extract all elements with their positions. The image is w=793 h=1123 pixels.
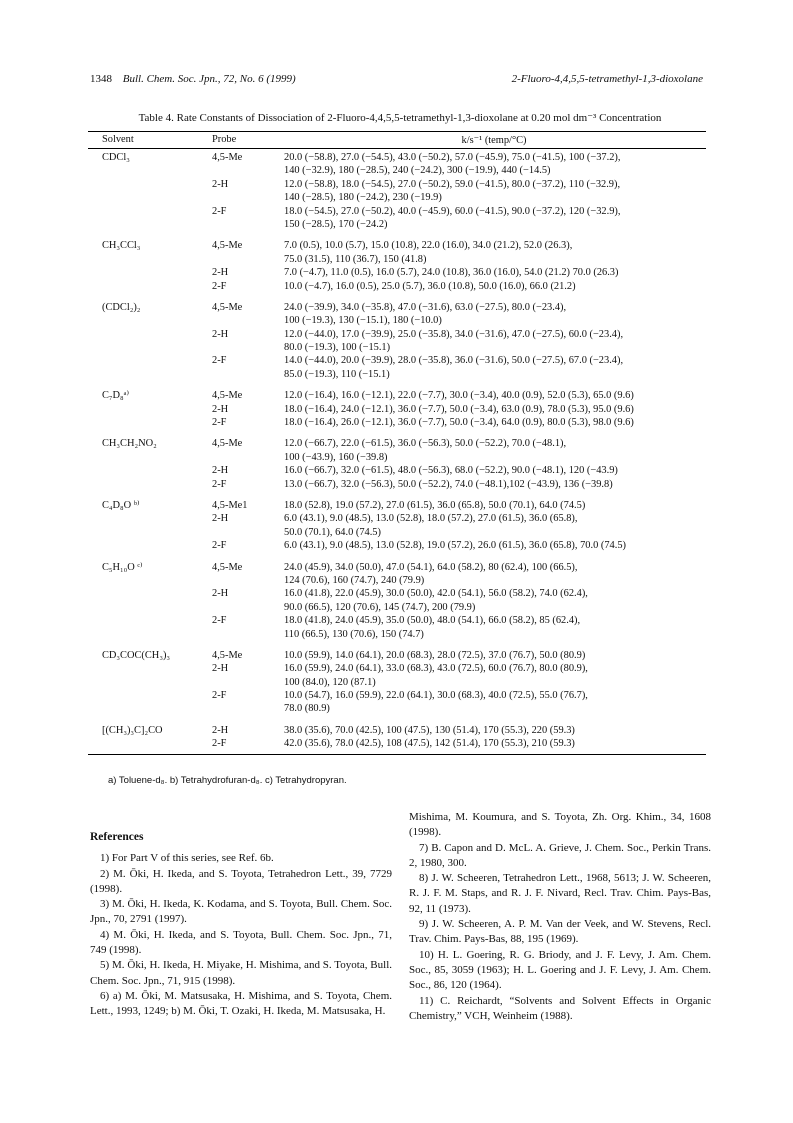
group-spacer [88,429,706,437]
rate-values-cell: 10.0 (59.9), 14.0 (64.1), 20.0 (68.3), 28.0 (72.5), 37.0 (76.7), 50.0 (80.9) [284,649,586,661]
table-row [88,587,706,600]
rate-values-cell: 42.0 (35.6), 78.0 (42.5), 108 (47.5), 142 (51.4), 170 (55.3), 210 (59.3) [284,738,575,750]
reference-item: 10) H. L. Goering, R. G. Briody, and J. F. Levy, J. Am. Chem. Soc., 85, 3059 (1963); H. L. Goering and J. F. Levy, J. Am. Chem. Soc., 86, 120 (1964). [409,948,711,992]
group-spacer [88,553,706,561]
probe-cell: 2-H [212,267,229,279]
probe-cell: 4,5-Me [212,301,243,313]
running-title: 2-Fluoro-4,4,5,5-tetramethyl-1,3-dioxolane [511,73,703,85]
rate-values-cell: 90.0 (66.5), 120 (70.6), 145 (74.7), 200 (79.9) [284,601,476,613]
solvent-cell: CH₃CH₂NO₂ [102,438,157,450]
rate-values-cell: 150 (−28.5), 170 (−24.2) [284,218,388,230]
rate-values-cell: 6.0 (43.1), 9.0 (48.5), 13.0 (52.8), 19.0 (57.2), 26.0 (61.5), 36.0 (65.8), 70.0 (74.5) [284,540,626,552]
group-spacer [88,641,706,649]
probe-cell: 2-F [212,738,227,750]
table-row [88,328,706,341]
rate-values-cell: 20.0 (−58.8), 27.0 (−54.5), 43.0 (−50.2), 57.0 (−45.9), 75.0 (−41.5), 100 (−37.2), [284,152,621,163]
rate-values-cell: 140 (−28.5), 180 (−24.2), 230 (−19.9) [284,192,442,204]
table-row [88,239,706,252]
references-right-column [409,810,711,1024]
table-row [88,191,706,204]
column-header-solvent: Solvent [102,134,134,145]
table-row [88,314,706,327]
rate-values-cell: 100 (84.0), 120 (87.1) [284,676,376,688]
table-row [88,437,706,450]
probe-cell: 2-F [212,478,227,490]
rate-values-cell: 18.0 (41.8), 24.0 (45.9), 35.0 (50.0), 48.0 (54.1), 66.0 (58.2), 85 (62.4), [284,615,581,627]
table-row [88,478,706,491]
table-row [88,561,706,574]
page-number: 1348 [90,73,112,85]
group-spacer [88,231,706,239]
reference-item: 5) M. Ōki, H. Ikeda, H. Miyake, H. Mishima, and S. Toyota, Bull. Chem. Soc. Jpn., 71, 915 (1998). [90,959,392,987]
table-row [88,368,706,381]
solvent-cell: CDCl₃ [102,152,130,163]
rate-values-cell: 7.0 (−4.7), 11.0 (0.5), 16.0 (5.7), 24.0 (10.8), 36.0 (16.0), 54.0 (21.2) 70.0 (26.3) [284,267,619,279]
rate-values-cell: 110 (66.5), 130 (70.6), 150 (74.7) [284,628,424,640]
rate-values-cell: 18.0 (−54.5), 27.0 (−50.2), 40.0 (−45.9), 60.0 (−41.5), 90.0 (−37.2), 120 (−32.9), [284,205,621,217]
reference-item: 9) J. W. Scheeren, A. P. M. Van der Veek, and W. Stevens, Recl. Trav. Chim. Pays-Bas, 88, 195 (1969). [409,918,711,946]
probe-cell: 2-H [212,513,229,525]
rate-values-cell: 18.0 (−16.4), 24.0 (−12.1), 36.0 (−7.7), 50.0 (−3.4), 63.0 (0.9), 78.0 (5.3), 95.0 (9.6) [284,403,634,415]
table-row [88,702,706,715]
rate-values-cell: 13.0 (−66.7), 32.0 (−56.3), 50.0 (−52.2), 74.0 (−48.1),102 (−43.9), 136 (−39.8) [284,478,613,490]
solvent-cell: (CDCl₂)₂ [102,301,141,313]
rate-values-cell: 16.0 (41.8), 22.0 (45.9), 30.0 (50.0), 42.0 (54.1), 56.0 (58.2), 74.0 (62.4), [284,588,588,600]
table-caption: Table 4. Rate Constants of Dissociation of 2-Fluoro-4,4,5,5-tetramethyl-1,3-dioxolane at 0.20 mol dm⁻³ Concentration [138,112,662,124]
reference-item: 7) B. Capon and D. McL. A. Grieve, J. Chem. Soc., Perkin Trans. 2, 1980, 300. [409,841,711,869]
solvent-cell: C₇D₈ᵃ⁾ [102,390,130,402]
table-row [88,354,706,367]
probe-cell: 2-F [212,615,227,627]
group-spacer [88,491,706,499]
references-right-list [409,841,711,1025]
rate-values-cell: 12.0 (−66.7), 22.0 (−61.5), 36.0 (−56.3), 50.0 (−52.2), 70.0 (−48.1), [284,438,567,450]
rate-values-cell: 38.0 (35.6), 70.0 (42.5), 100 (47.5), 130 (51.4), 170 (55.3), 220 (59.3) [284,724,575,736]
table-row [88,649,706,662]
probe-cell: 4,5-Me [212,152,243,163]
rate-values-cell: 24.0 (45.9), 34.0 (50.0), 47.0 (54.1), 64.0 (58.2), 80 (62.4), 100 (66.5), [284,561,578,573]
table-row [88,451,706,464]
table-row [88,301,706,314]
rate-values-cell: 12.0 (−44.0), 17.0 (−39.9), 25.0 (−35.8), 34.0 (−31.6), 47.0 (−27.5), 60.0 (−23.4), [284,328,624,340]
column-header-rate: k/s⁻¹ (temp/°C) [461,135,527,146]
probe-cell: 2-F [212,417,227,429]
reference-item: 4) M. Ōki, H. Ikeda, and S. Toyota, Bull. Chem. Soc. Jpn., 71, 749 (1998). [90,928,392,957]
journal-citation: Bull. Chem. Soc. Jpn., 72, No. 6 (1999) [122,73,296,85]
rate-values-cell: 80.0 (−19.3), 100 (−15.1) [284,342,391,354]
probe-cell: 2-F [212,540,227,552]
reference-item: 3) M. Ōki, H. Ikeda, K. Kodama, and S. Toyota, Bull. Chem. Soc. Jpn., 70, 2791 (1997). [90,898,392,926]
rate-values-cell: 24.0 (−39.9), 34.0 (−35.8), 47.0 (−31.6), 63.0 (−27.5), 80.0 (−23.4), [284,301,567,313]
references-heading: References [90,831,144,843]
table-row [88,389,706,402]
reference-item: 11) C. Reichardt, “Solvents and Solvent Effects in Organic Chemistry,” VCH, Weinheim (1988). [409,994,711,1022]
column-header-probe: Probe [212,134,237,145]
table-body [88,149,706,751]
rate-values-cell: 10.0 (54.7), 16.0 (59.9), 22.0 (64.1), 30.0 (68.3), 40.0 (72.5), 55.0 (76.7), [284,690,588,702]
table-row [88,205,706,218]
reference-item: 8) J. W. Scheeren, Tetrahedron Lett., 1968, 5613; J. W. Scheeren, R. J. F. M. Staps, and R. J. F. Nivard, Recl. Trav. Chim. Pays-Bas, 92, 11 (1973). [409,872,711,915]
table-row [88,499,706,512]
table-row [88,164,706,177]
table-row [88,539,706,552]
table-row [88,464,706,477]
table-row [88,151,706,164]
rate-values-cell: 124 (70.6), 160 (74.7), 240 (79.9) [284,574,425,586]
table-footnote: a) Toluene-d₈. b) Tetrahydrofuran-d₈. c) Tetrahydropyran. [108,775,347,786]
table-row [88,280,706,293]
table-row [88,403,706,416]
rate-values-cell: 75.0 (31.5), 110 (36.7), 150 (41.8) [284,253,427,265]
table-row [88,416,706,429]
table-row [88,737,706,750]
rate-values-cell: 12.0 (−58.8), 18.0 (−54.5), 27.0 (−50.2), 59.0 (−41.5), 80.0 (−37.2), 110 (−32.9), [284,178,621,190]
references-left-list [90,851,392,1019]
solvent-cell: CH₃CCl₃ [102,240,141,252]
probe-cell: 4,5-Me [212,390,243,402]
solvent-cell: C₅H₁₀O ᶜ⁾ [102,561,143,573]
group-spacer [88,716,706,724]
table-row [88,689,706,702]
table-row [88,614,706,627]
reference-item: 1) For Part V of this series, see Ref. 6b. [100,852,274,865]
table-row [88,628,706,641]
rate-values-cell: 100 (−43.9), 160 (−39.8) [284,451,388,463]
rate-values-cell: 12.0 (−16.4), 16.0 (−12.1), 22.0 (−7.7), 30.0 (−3.4), 40.0 (0.9), 52.0 (5.3), 65.0 (9.6) [284,390,634,402]
table-row [88,601,706,614]
probe-cell: 4,5-Me [212,649,243,661]
rate-values-cell: 16.0 (59.9), 24.0 (64.1), 33.0 (68.3), 43.0 (72.5), 60.0 (76.7), 80.0 (80.9), [284,663,588,675]
probe-cell: 2-F [212,690,227,702]
probe-cell: 4,5-Me1 [212,499,248,511]
probe-cell: 2-F [212,355,227,367]
rate-values-cell: 50.0 (70.1), 64.0 (74.5) [284,526,381,538]
probe-cell: 2-H [212,465,229,477]
rate-values-cell: 14.0 (−44.0), 20.0 (−39.9), 28.0 (−35.8), 36.0 (−31.6), 50.0 (−27.5), 67.0 (−23.4), [284,355,624,367]
table-row [88,266,706,279]
rate-values-cell: 78.0 (80.9) [284,703,330,715]
table-row [88,662,706,675]
rate-values-cell: 85.0 (−19.3), 110 (−15.1) [284,368,390,380]
solvent-cell: C₄D₈O ᵇ⁾ [102,499,140,511]
reference-item: 2) M. Ōki, H. Ikeda, and S. Toyota, Tetrahedron Lett., 39, 7729 (1998). [90,867,392,895]
rate-values-cell: 6.0 (43.1), 9.0 (48.5), 13.0 (52.8), 18.0 (57.2), 27.0 (61.5), 36.0 (65.8), [284,513,578,525]
solvent-cell: CD₃COC(CH₃)₃ [102,649,171,661]
reference-item: 6) a) M. Ōki, M. Matsusaka, H. Mishima, and S. Toyota, Chem. Lett., 1993, 1249; b) M. Ōki, T. Ozaki, H. Ikeda, M. Matsusaka, H. [90,989,392,1018]
table-row [88,341,706,354]
table-row [88,526,706,539]
probe-cell: 2-H [212,724,229,736]
references-left-column [90,830,392,1020]
table-row [88,253,706,266]
table-bottom-rule [88,754,706,755]
table-row [88,512,706,525]
rate-values-cell: 18.0 (−16.4), 26.0 (−12.1), 36.0 (−7.7), 50.0 (−3.4), 64.0 (0.9), 80.0 (5.3), 98.0 (9.6) [284,417,634,429]
rate-values-cell: 140 (−32.9), 180 (−28.5), 240 (−24.2), 300 (−19.9), 440 (−14.5) [284,165,551,177]
probe-cell: 4,5-Me [212,240,243,252]
probe-cell: 2-H [212,663,229,675]
probe-cell: 2-H [212,403,229,415]
probe-cell: 2-H [212,328,229,340]
rate-constants-table [88,131,706,755]
rate-values-cell: 100 (−19.3), 130 (−15.1), 180 (−10.0) [284,315,442,327]
rate-values-cell: 7.0 (0.5), 10.0 (5.7), 15.0 (10.8), 22.0 (16.0), 34.0 (21.2), 52.0 (26.3), [284,240,573,252]
rate-values-cell: 18.0 (52.8), 19.0 (57.2), 27.0 (61.5), 36.0 (65.8), 50.0 (70.1), 64.0 (74.5) [284,499,586,511]
table-header-row [88,132,706,148]
table-row [88,676,706,689]
probe-cell: 4,5-Me [212,561,243,573]
probe-cell: 2-F [212,280,227,292]
solvent-cell: [(CH₃)₃C]₂CO [102,724,163,736]
group-spacer [88,381,706,389]
group-spacer [88,293,706,301]
probe-cell: 2-H [212,588,229,600]
table-row [88,574,706,587]
probe-cell: 2-H [212,178,229,190]
rate-values-cell: 16.0 (−66.7), 32.0 (−61.5), 48.0 (−56.3), 68.0 (−52.2), 90.0 (−48.1), 120 (−43.9) [284,465,618,477]
running-header [90,73,703,89]
table-row [88,724,706,737]
reference-continuation: Mishima, M. Koumura, and S. Toyota, Zh. Org. Khim., 34, 1608 (1998). [409,811,711,839]
table-row [88,178,706,191]
probe-cell: 4,5-Me [212,438,243,450]
rate-values-cell: 10.0 (−4.7), 16.0 (0.5), 25.0 (5.7), 36.0 (10.8), 50.0 (16.0), 66.0 (21.2) [284,280,576,292]
table-row [88,218,706,231]
probe-cell: 2-F [212,205,227,217]
